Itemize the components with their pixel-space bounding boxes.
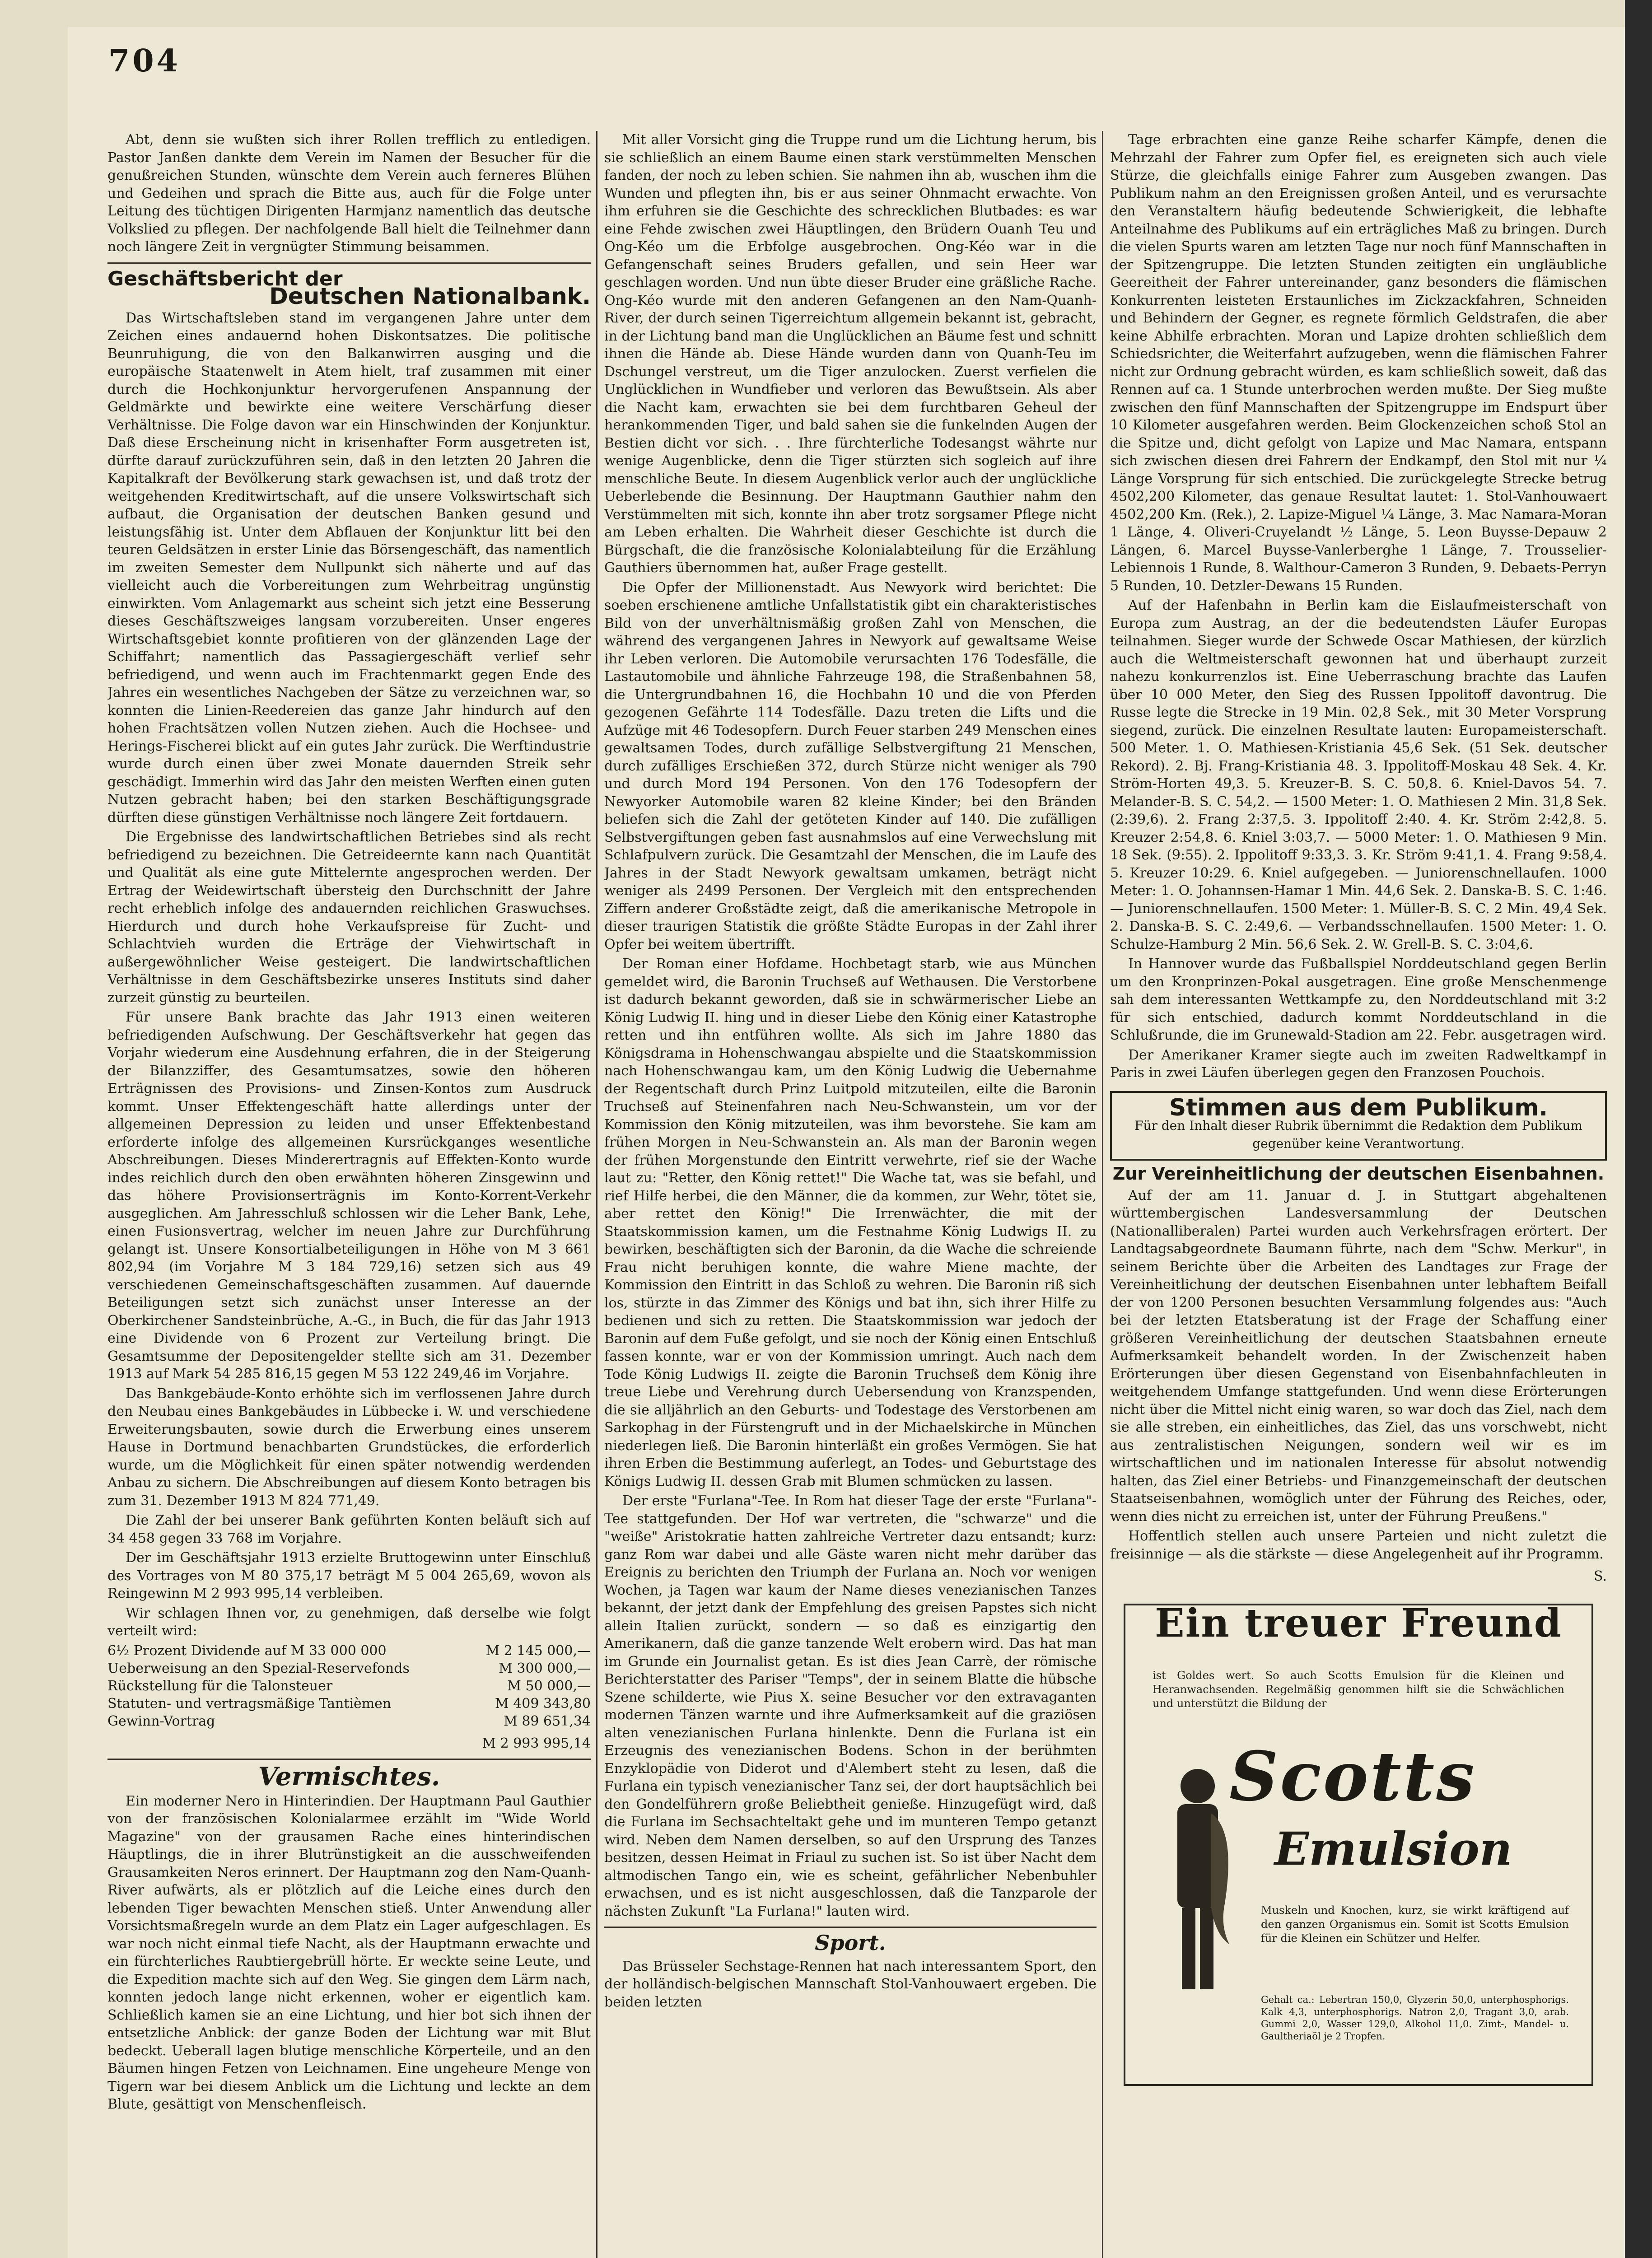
vermischtes-text bbox=[107, 1792, 591, 2113]
paragraph: Der Amerikaner Kramer siegte auch im zweiten Radweltkampf in Paris in zwei Läufen überlegen gegen den Franzosen Pouchois. bbox=[1110, 1047, 1607, 1081]
table-row bbox=[107, 1660, 591, 1677]
row-value: M 2 145 000,— bbox=[485, 1642, 591, 1659]
stimmen-subheading: Zur Vereinheitlichung der deutschen Eisenbahnen. bbox=[1112, 1164, 1605, 1184]
profit-total: M 2 993 995,14 bbox=[482, 1735, 591, 1751]
row-label: Rückstellung für die Talonsteuer bbox=[107, 1678, 333, 1694]
column-1 bbox=[107, 131, 591, 2258]
divider bbox=[107, 1759, 591, 1760]
sport-text bbox=[604, 1958, 1097, 2011]
paragraph: Die Zahl der bei unserer Bank geführten Konten beläuft sich auf 34 458 gegen 33 768 im Vorjahre. bbox=[107, 1512, 591, 1546]
stimmen-signature: S. bbox=[1593, 1568, 1607, 1584]
paragraph: Der Roman einer Hofdame. Hochbetagt starb, wie aus München gemeldet wird, die Baronin Truchseß auf Wethausen. Die Verstorbene ist dadurch bekannt geworden, daß sie in schwärmerischer Liebe an König Ludwig II. hing und in dieser Liebe den König einer Katastrophe retten und ihn entführen wollte. Als sich im Jahre 1880 das Königsdrama in Hohenschwangau abspielte und die Staatskommission nach Hohenschwangau kam, um den König Ludwig die Uebernahme der Regentschaft durch Prinz Luitpold mitzuteilen, eilte die Baronin Truchseß auf Steinenfahren nach Neu-Schwanstein, um vor der Kommission den König mitzuteilen, was ihm bevorstehe. Sie kam am frühen Morgen in Neu-Schwanstein an. Als man der Baronin wegen der frühen Morgenstunde den Eintritt verwehrte, rief sie der Wache laut zu: "Retter, den König rettet!" Die Wache tat, was sie befahl, und rief Hilfe herbei, die den Männer, die da kommen, zur Wehr, tötet sie, aber rettet den König!" Die Irrenwächter, die mit der Staatskommission kamen, um die Festnahme König Ludwigs II. zu bewirken, beschäftigten sich der Baronin, da die Wache die schreiende Frau nicht beruhigen konnte, die wahre Miene machte, der Kommission den Eintritt in das Schloß zu wehren. Die Baronin riß sich los, stürzte in das Zimmer des Königs und bat ihn, sich ihrer Hilfe zu bedienen und sich zu retten. Die Staatskommission war jedoch der Baronin auf dem Fuße gefolgt, und sie noch der König einen Entschluß fassen konnte, war er von der Kommission umringt. Auch nach dem Tode König Ludwigs II. zeigte die Baronin Truchseß dem König ihre treue Liebe und Verehrung durch Uebersendung von Kranzspenden, die sie alljährlich an den Geburts- und Todestage des Verstorbenen am Sarkophag in der Fürstengruft und in der Michaelskirche in München niederlegen ließ. Die Baronin hinterläßt ein großes Vermögen. Sie hat ihren Erben die Bestimmung auferlegt, an Todes- und Geburtstage des Königs Ludwig II. dessen Grab mit Blumen schmücken zu lassen. bbox=[604, 956, 1097, 1489]
paragraph: Auf der am 11. Januar d. J. in Stuttgart abgehaltenen württembergischen Landesversammlung der Deutschen (Nationalliberalen) Partei wurden auch Verkehrsfragen erörtert. Der Landtagsabgeordnete Baumann führte, nach dem "Schw. Merkur", in seinem Berichte über die Arbeiten des Landtages zur Frage der Vereinheitlichung der deutschen Eisenbahnen unter lebhaftem Beifall der von 1200 Personen besuchten Versammlung folgendes aus: "Auch bei der letzten Etatsberatung ist der Frage der Schaffung einer größeren Vereinheitlichung der deutschen Staatsbahnen erneute Aufmerksamkeit behandelt worden. In der Zwischenzeit haben Erörterungen über diesen Gegenstand von Eisenbahnfachleuten in weitgehendem Umfange stattgefunden. Und wenn diese Erörterungen nicht über die Mittel nicht einig waren, so war doch das Ziel, nach dem sie alle streben, ein einheitliches, das Ziel, das uns vorschwebt, nicht aus zentralistischen Neigungen, sondern weil wir es im wirtschaftlichen und im nationalen Interesse für absolut notwendig halten, das Ziel einer Betriebs- und Finanzgemeinschaft der deutschen Staatseisenbahnen, womöglich unter der Führung des Reiches, oder, wenn dies nicht zu erreichen ist, unter der Führung Preußens." bbox=[1110, 1187, 1607, 1525]
bank-report-text bbox=[107, 309, 591, 1640]
paragraph: In Hannover wurde das Fußballspiel Norddeutschland gegen Berlin um den Kronprinzen-Pokal ausgetragen. Eine große Menschenmenge sah dem interessanten Wettkampfe zu, den Norddeutschland mit 3:2 für sich entschied, dadurch kommt Norddeutschland in die Schlußrunde, die im Grunewald-Stadion am 22. Febr. ausgetragen wird. bbox=[1110, 956, 1607, 1043]
row-value: M 300 000,— bbox=[499, 1660, 591, 1676]
vermischtes-continued-text bbox=[604, 131, 1097, 1920]
paragraph: Wir schlagen Ihnen vor, zu genehmigen, daß derselbe wie folgt verteilt wird: bbox=[107, 1605, 591, 1639]
vermischtes-heading: Vermischtes. bbox=[258, 1762, 440, 1791]
paragraph: Mit aller Vorsicht ging die Truppe rund um die Lichtung herum, bis sie schließlich an einem Baume einen stark verstümmelten Menschen fanden, der noch zu leben schien. Sie nahmen ihn ab, wuschen ihm die Wunden und pflegten ihn, bis er aus seiner Ohnmacht erwachte. Von ihm erfuhren sie die Geschichte des schrecklichen Blutbades: es war eine Fehde zwischen zwei Häuptlingen, den Brüdern Ouanh Teu und Ong-Kéo um die Erbfolge ausgebrochen. Ong-Kéo war in die Gefangenschaft seines Bruders gefallen, und sein Heer war geschlagen worden. Und nun übte dieser Bruder eine gräßliche Rache. Ong-Kéo wurde mit den anderen Gefangenen an den Nam-Quanh-River, der durch seinen Tigerreichtum allgemein bekannt ist, gebracht, in der Lichtung band man die Unglücklichen an Bäume fest und schnitt ihnen die Hände ab. Diese Hände wurden dann von Quanh-Teu im Dschungel verstreut, um die Tiger anzulocken. Zuerst verfielen die Unglücklichen in Wundfieber und verloren das Bewußtsein. Als aber die Nacht kam, erwachten sie bei dem furchtbaren Geheul der herankommenden Tiger, und bald sahen sie die funkelnden Augen der Bestien dicht vor sich. . . Ihre fürchterliche Todesangst währte nur wenige Augenblicke, denn die Tiger stürzten sich sogleich auf ihre menschliche Beute. In diesem Augenblick verlor auch der unglückliche Ueberlebende die Besinnung. Der Hauptmann Gauthier nahm den Verstümmelten mit sich, konnte ihn aber trotz sorgsamer Pflege nicht am Leben erhalten. Die Wahrheit dieser Geschichte ist durch die Bürgschaft, die die französische Kolonialabteilung für die Erzählung Gauthiers übernommen hat, außer Frage gestellt. bbox=[604, 132, 1097, 576]
ad-product: Emulsion bbox=[1274, 1822, 1512, 1875]
paragraph: Abt, denn sie wußten sich ihrer Rollen trefflich zu entledigen. Pastor Janßen dankte dem Verein im Namen der Besucher für die genußreichen Stunden, wünschte dem Verein auch ferneres Blühen und Gedeihen und sprach die Bitte aus, auch für die Folge unter Leitung des tüchtigen Dirigenten Harmjanz namentlich das deutsche Volkslied zu pflegen. Der nachfolgende Ball hielt die Teilnehmer dann noch längere Zeit in vergnügter Stimmung beisammen. bbox=[107, 132, 591, 255]
paragraph: Hoffentlich stellen auch unsere Parteien und nicht zuletzt die freisinnige — als die stärkste — diese Angelegenheit auf ihr Programm. bbox=[1110, 1528, 1607, 1562]
stimmen-text bbox=[1110, 1187, 1607, 1563]
row-value: M 50 000,— bbox=[507, 1678, 591, 1694]
column-divider bbox=[596, 131, 597, 2258]
sport-continued-text bbox=[1110, 131, 1607, 1082]
stimmen-header-box bbox=[1110, 1091, 1607, 1161]
ad-brand: Scotts bbox=[1229, 1736, 1476, 1816]
paragraph: Für unsere Bank brachte das Jahr 1913 einen weiteren befriedigenden Aufschwung. Der Geschäftsverkehr hat gegen das Vorjahr wiederum eine Ausdehnung erfahren, die in der Steigerung der Bilanzziffer, des Gesamtumsatzes, sowie den höheren Erträgnissen des Provisions- und Zinsen-Kontos zum Ausdruck kommt. Unser Effektengeschäft hatte allerdings unter der allgemeinen Depression zu leiden und unser Effektenbestand erforderte infolge des allgemeinen Kursrückganges wesentliche Abschreibungen. Dieses Minderertragnis auf Effekten-Konto wurde indes reichlich durch den oben erwähnten höheren Zinsgewinn und das höhere Provisionserträgnis im Konto-Korrent-Verkehr ausgeglichen. Am Jahresschluß schlossen wir die Leher Bank, Lehe, einen Fusionsvertrag, welcher im neuen Jahre zur Durchführung gelangt ist. Unsere Konsortialbeteiligungen in Höhe von M 3 661 802,94 (im Vorjahre M 3 184 729,16) setzen sich aus 49 verschiedenen Gemeinschaftsgeschäften zusammen. Auf dauernde Beteiligungen setzt sich zunächst unser Interesse an der Oberkirchener Sandsteinbrüche, A.-G., in Buch, die für das Jahr 1913 eine Dividende von 6 Prozent zur Verteilung bringt. Die Gesamtsumme der Depositengelder stellte sich am 31. Dezember 1913 auf Mark 54 285 816,15 gegen M 53 122 249,46 im Vorjahre. bbox=[107, 1009, 591, 1382]
row-label: Gewinn-Vortrag bbox=[107, 1713, 215, 1729]
profit-distribution-table bbox=[107, 1642, 591, 1730]
paragraph: Der im Geschäftsjahr 1913 erzielte Bruttogewinn unter Einschluß des Vortrages von M 80 375,17 beträgt M 5 004 265,69, wovon als Reingewinn M 2 993 995,14 verbleiben. bbox=[107, 1550, 591, 1601]
table-row bbox=[107, 1695, 591, 1712]
fisherman-with-fish-icon bbox=[1157, 1754, 1238, 1998]
row-label: Statuten- und vertragsmäßige Tantièmen bbox=[107, 1695, 392, 1712]
paragraph: Das Bankgebäude-Konto erhöhte sich im verflossenen Jahre durch den Neubau eines Bankgebäudes in Lübbecke i. W. und verschiedene Erweiterungsbauten, sowie durch die Erwerbung eines unserem Hause in Dortmund benachbarten Grundstückes, die erforderlich wurde, um die Möglichkeit für einen später notwendig werdenden Anbau zu sichern. Die Abschreibungen auf diesem Konto betragen bis zum 31. Dezember 1913 M 824 771,49. bbox=[107, 1386, 591, 1509]
row-label: Ueberweisung an den Spezial-Reservefonds bbox=[107, 1660, 410, 1676]
paragraph: Auf der Hafenbahn in Berlin kam die Eislaufmeisterschaft von Europa zum Austrag, an der die bedeutendsten Läufer Europas teilnahmen. Sieger wurde der Schwede Oscar Mathiesen, der kürzlich auch die Weltmeisterschaft gewonnen hat und überhaupt zurzeit nahezu konkurrenzlos ist. Eine Ueberraschung brachte das Laufen über 10 000 Meter, den Sieg des Russen Ippolitoff davontrug. Die Russe legte die Strecke in 19 Min. 02,8 Sek., mit 30 Meter Vorsprung siegend, zurück. Die einzelnen Resultate lauten: Europameisterschaft. 500 Meter. 1. O. Mathiesen-Kristiania 45,6 Sek. (51 Sek. deutscher Rekord). 2. Bj. Frang-Kristiania 48. 3. Ippolitoff-Moskau 48 Sek. 4. Kr. Ström-Horten 49,3. 5. Kreuzer-B. S. C. 50,8. 6. Kniel-Davos 54. 7. Melander-B. S. C. 54,2. — 1500 Meter: 1. O. Mathiesen 2 Min. 31,8 Sek. (2:39,6). 2. Frang 2:37,5. 3. Ippolitoff 2:40. 4. Kr. Ström 2:42,8. 5. Kreuzer 2:54,8. 6. Kniel 3:03,7. — 5000 Meter: 1. O. Mathiesen 9 Min. 18 Sek. (9:55). 2. Ippolitoff 9:33,3. 3. Kr. Ström 9:41,1. 4. Frang 9:58,4. 5. Kreuzer 10:29. 6. Kniel aufgegeben. — Juniorenschnellaufen. 1000 Meter: 1. O. Johannsen-Hamar 1 Min. 44,6 Sek. 2. Danska-B. S. C. 1:46. — Juniorenschnellaufen. 1500 Meter: 1. Müller-B. S. C. 2 Min. 49,4 Sek. 2. Danska-B. S. C. 2:49,6. — Verbandsschnellaufen. 1500 Meter: 1. O. Schulze-Hamburg 2 Min. 56,6 Sek. 2. W. Grell-B. S. C. 3:04,6. bbox=[1110, 597, 1607, 952]
book-spine bbox=[1625, 0, 1652, 2258]
bank-heading-line1: Geschäftsbericht der bbox=[107, 267, 343, 290]
intro-text bbox=[107, 131, 591, 256]
ad-text-bottom: Gehalt ca.: Lebertran 150,0, Glyzerin 50,0, unterphosphorigs. Kalk 4,3, unterphosphorigs. Natron 2,0, Tragant 3,0, arab. Gummi 2,0, Wasser 129,0, Alkohol 11,0. Zimt-, Mandel- u. Gaultheriaöl je 2 Tropfen. bbox=[1261, 1994, 1569, 2042]
stimmen-title: Stimmen aus dem Publikum. bbox=[1169, 1094, 1548, 1121]
sport-heading: Sport. bbox=[815, 1931, 886, 1955]
paragraph: Die Opfer der Millionenstadt. Aus Newyork wird berichtet: Die soeben erschienene amtliche Unfallstatistik gibt ein charakteristisches Bild von der unverhältnismäßig großen Zahl von Menschen, die während des vergangenen Jahres in Newyork auf gewaltsame Weise ihr Leben verloren. Die Automobile verursachten 176 Todesfälle, die Lastautomobile und ähnliche Fahrzeuge 198, die Straßenbahnen 58, die Untergrundbahnen 16, die Hochbahn 10 und die von Pferden gezogenen Gefährte 114 Todesfälle. Dazu treten die Lifts und die Aufzüge mit 46 Todesopfern. Durch Feuer starben 249 Menschen eines gewaltsamen Todes, durch zufällige Selbstvergiftung 21 Menschen, durch zufälliges Erschießen 372, durch Stürze nicht weniger als 790 und durch Mord 194 Personen. Von den 176 Todesopfern der Newyorker Automobile waren 82 kleine Kinder; bei den Bränden beliefen sich die Zahl der getöteten Kinder auf 140. Die zufälligen Selbstvergiftungen geben fast ausnahmslos auf eine Verwechslung mit Schlafpulvern zurück. Die Gesamtzahl der Menschen, die im Laufe des Jahres in der Stadt Newyork gewaltsam umkamen, beträgt nicht weniger als 2499 Personen. Der Vergleich mit den entsprechenden Ziffern anderer Großstädte zeigt, daß die amerikanische Metropole in dieser traurigen Statistik die größte Städte Europas in der Zahl ihrer Opfer bei weitem übertrifft. bbox=[604, 579, 1097, 952]
table-row bbox=[107, 1677, 591, 1695]
row-value: M 409 343,80 bbox=[495, 1695, 591, 1712]
paragraph: Die Ergebnisse des landwirtschaftlichen Betriebes sind als recht befriedigend zu bezeichnen. Die Getreideernte kann nach Quantität und Qualität als eine gute Mittelernte angesprochen werden. Der Ertrag der Weidewirtschaft übersteig den Durchschnitt der Jahre recht erheblich infolge des andauernden reichlichen Graswuchses. Hierdurch und durch hohe Verkaufspreise für Zucht- und Schlachtvieh wurden die Erträge der Viehwirtschaft in außergewöhnlicher Weise gesteigert. Die landwirtschaftlichen Verhältnisse in dem Geschäftsbezirke unseres Instituts sind daher zurzeit günstig zu beurteilen. bbox=[107, 829, 591, 1006]
scotts-emulsion-advertisement bbox=[1124, 1600, 1593, 2086]
ad-text-top: ist Goldes wert. So auch Scotts Emulsion für die Kleinen und Heranwachsenden. Regelmäßig genommen hilft sie die Schwächlichen und unterstützt die Bildung der bbox=[1153, 1669, 1564, 1710]
column-3 bbox=[1110, 131, 1607, 2258]
row-value: M 89 651,34 bbox=[504, 1713, 591, 1729]
divider bbox=[107, 262, 591, 264]
paragraph: Ein moderner Nero in Hinterindien. Der Hauptmann Paul Gauthier von der französischen Kolonialarmee erzählt im "Wide World Magazine" von der grausamen Rache eines hinterindischen Häuptlings, die in ihrer Blutrünstigkeit an die ausschweifenden Grausamkeiten Neros erinnert. Der Hauptmann zog den Nam-Quanh-River aufwärts, als er plötzlich auf die Leiche eines durch den lebenden Tiger bewachten Menschen stieß. Unter Anwendung aller Vorsichtsmaßregeln wurde an dem Platz ein Lager aufgeschlagen. Es war noch nicht einmal tiefe Nacht, als der Hauptmann erwachte und ein fürchterliches Raubtiergebrüll hörte. Er weckte seine Leute, und die Expedition machte sich auf den Weg. Sie gingen dem Lärm nach, konnten jedoch lange nicht erkennen, woher er eigentlich kam. Schließlich kamen sie an eine Lichtung, und hier bot sich ihnen der entsetzliche Anblick: der ganze Boden der Lichtung war mit Blut bedeckt. Ueberall lagen blutige menschliche Körperteile, und an den Bäumen hingen Fetzen von Leichnamen. Eine ungeheure Menge von Tigern war bei diesem Anblick um die Lichtung und leckte an dem Blute, gesättigt von Menschenfleisch. bbox=[107, 1793, 591, 2112]
table-row bbox=[107, 1642, 591, 1660]
ad-text-mid: Muskeln und Knochen, kurz, sie wirkt kräftigend auf den ganzen Organismus ein. Somit ist Scotts Emulsion für die Kleinen ein Schützer und Helfer. bbox=[1261, 1903, 1569, 1945]
paragraph: Das Brüsseler Sechstage-Rennen hat nach interessantem Sport, den der holländisch-belgischen Mannschaft Stol-Vanhouwaert ergeben. Die beiden letzten bbox=[604, 1958, 1097, 2010]
page-number: 704 bbox=[108, 43, 181, 79]
paragraph: Das Wirtschaftsleben stand im vergangenen Jahre unter dem Zeichen eines andauernd hohen Diskontsatzes. Die politische Beunruhigung, die von den Balkanwirren ausging und die europäische Staatenwelt in Atem hielt, traf zusammen mit einer durch die Hochkonjunktur hervorgerufenen Anspannung der Geldmärkte und bewirkte eine weitere Verschärfung dieser Verhältnisse. Die Folge davon war ein Hinschwinden der Konjunktur. Daß diese Erscheinung nicht in krisenhafter Form ausgetreten ist, dürfte darauf zurückzuführen sein, daß in den letzten 20 Jahren die Kapitalkraft der Bevölkerung stark gewachsen ist, und daß trotz der weitgehenden Kreditwirtschaft, auf die unsere Volkswirtschaft sich aufbaut, die Organisation der deutschen Banken gesund und leistungsfähig ist. Unter dem Abflauen der Konjunktur litt bei den teuren Geldsätzen in erster Linie das Börsengeschäft, das namentlich im zweiten Semester dem Nullpunkt sich näherte und auf das vielleicht auch die Vorbereitungen zum Wehrbeitrag ungünstig einwirkten. Vom Anlagemarkt aus scheint sich jetzt eine Besserung dieses Geschäftszweiges langsam vorzubereiten. Unser engeres Wirtschaftsgebiet konnte profitieren von der glänzenden Lage der Schiffahrt; namentlich das Passagiergeschäft verlief sehr befriedigend, und wenn auch im Frachtenmarkt gegen Ende des Jahres ein wesentliches Nachgeben der Sätze zu verzeichnen war, so konnten die Linien-Reedereien das ganze Jahr hindurch auf den hohen Frachtsätzen vollen Nutzen ziehen. Auch die Hochsee- und Herings-Fischerei blickt auf ein gutes Jahr zurück. Die Werftindustrie wurde durch einen über zwei Monate dauernden Streik sehr geschädigt. Immerhin wird das Jahr den meisten Werften einen guten Nutzen gebracht haben; bei den starken Beschäftigungsgrade dürften diese günstigen Verhältnisse noch längere Zeit fortdauern. bbox=[107, 310, 591, 826]
divider bbox=[604, 1927, 1097, 1928]
bank-report-heading bbox=[107, 267, 591, 309]
column-divider bbox=[1102, 131, 1103, 2258]
paragraph: Tage erbrachten eine ganze Reihe scharfer Kämpfe, denen die Mehrzahl der Fahrer zum Opfer fiel, es ereigneten sich auch viele Stürze, die gleichfalls einige Fahrer zum Ausgeben zwangen. Das Publikum nahm an den Ereignissen großen Anteil, und es verursachte den Veranstaltern häufig bedeutende Schwierigkeit, die lebhafte Anteilnahme des Publikums auf ein erträgliches Maß zu bringen. Durch die vielen Spurts waren am letzten Tage nur noch fünf Mannschaften in der Spitzengruppe. Die letzten Stunden zeitigten ein ungläubliche Geereitheit der Fahrer untereinander, ganz besonders die flämischen Konkurrenten leisteten Erstaunliches im Zickzackfahren, Schneiden und Behindern der Gegner, es regnete förmlich Geldstrafen, die aber keine Abhilfe erbrachten. Moran und Lapize drohten schließlich dem Schiedsrichter, die Weiterfahrt aufzugeben, wenn die flämischen Fahrer nicht zur Ordnung gebracht würden, es kam schließlich soweit, daß das Rennen auf ca. 1 Stunde unterbrochen werden mußte. Der Sieg mußte zwischen den fünf Mannschaften der Spitzengruppe im Endspurt über 10 Kilometer ausgefahren werden. Beim Glockenzeichen schoß Stol an die Spitze und, dicht gefolgt von Lapize und Mac Namara, entspann sich zwischen diesen drei Fahrern der Endkampf, den Stol mit nur ¼ Länge Vorsprung für sich entschied. Die zurückgelegte Strecke betrug 4502,200 Kilometer, das genaue Resultat lautet: 1. Stol-Vanhouwaert 4502,200 Km. (Rek.), 2. Lapize-Miguel ¼ Länge, 3. Mac Namara-Moran 1 Länge, 4. Oliveri-Cruyelandt ½ Länge, 5. Leon Buysse-Depauw 2 Längen, 6. Marcel Buysse-Vanlerberghe 1 Länge, 7. Trousselier-Lebiennois 1 Runde, 8. Walthour-Cameron 3 Runden, 9. Debaets-Perryn 5 Runden, 10. Detzler-Dewans 15 Runden. bbox=[1110, 132, 1607, 594]
bank-heading-line2: Deutschen Nationalbank. bbox=[269, 283, 591, 309]
paragraph: Der erste "Furlana"-Tee. In Rom hat dieser Tage der erste "Furlana"-Tee stattgefunden. Der Hof war vertreten, die "schwarze" und die "weiße" Aristokratie hatten zahlreiche Vertreter dazu entsandt; kurz: ganz Rom war dabei und alle Gäste waren nicht mehr darüber das Ereignis zu berichten den Triumph der Furlana an. Noch vor wenigen Wochen, ja Tagen war kaum der Name dieses venezianischen Tanzes bekannt, der jetzt dank der Empfehlung des greisen Papstes sich nicht allein Italien zurückt, sondern — so daß es einzigartig den Amerikanern, daß die ganze tanzende Welt erobern wird. Das hat man im Grunde ein Journalist getan. Es ist dies Jean Carrè, der römische Berichterstatter des Pariser "Temps", der in seinem Blatte die hübsche Szene schilderte, wie Pius X. seine Besucher vor den extravaganten modernen Tänzen warnte und ihre Aufmerksamkeit auf die graziösen alten venezianischen Furlana hinlenkte. Denn die Furlana ist ein Erzeugnis des venezianischen Bodens. Schon in der berühmten Enzyklopädie von Diderot und d'Alembert steht zu lesen, daß die Furlana ein typisch venezianischer Tanz sei, der dort hauptsächlich bei den Gondelführern große Beliebtheit genieße. Hinzugefügt wird, daß die Furlana im Sechsachteltakt gehe und im munteren Tempo getanzt wird. Neben dem Namen derselben, so auf den Ursprung des Tanzes besitzen, dessen Heimat in Friaul zu suchen ist. So ist über Nacht dem altmodischen Tango ein, wie es scheint, gefährlicher Nebenbuhler erwachsen, und es ist nicht ausgeschlossen, daß die Tanzparole der nächsten Zukunft "La Furlana!" lauten wird. bbox=[604, 1493, 1097, 1919]
row-label: 6½ Prozent Dividende auf M 33 000 000 bbox=[107, 1642, 387, 1659]
ad-title: Ein treuer Freund bbox=[1155, 1600, 1562, 1646]
table-row bbox=[107, 1712, 591, 1730]
column-2 bbox=[604, 131, 1097, 2258]
stimmen-disclaimer: Für den Inhalt dieser Rubrik übernimmt die Redaktion dem Publikum gegenüber keine Verantwortung. bbox=[1134, 1118, 1582, 1151]
